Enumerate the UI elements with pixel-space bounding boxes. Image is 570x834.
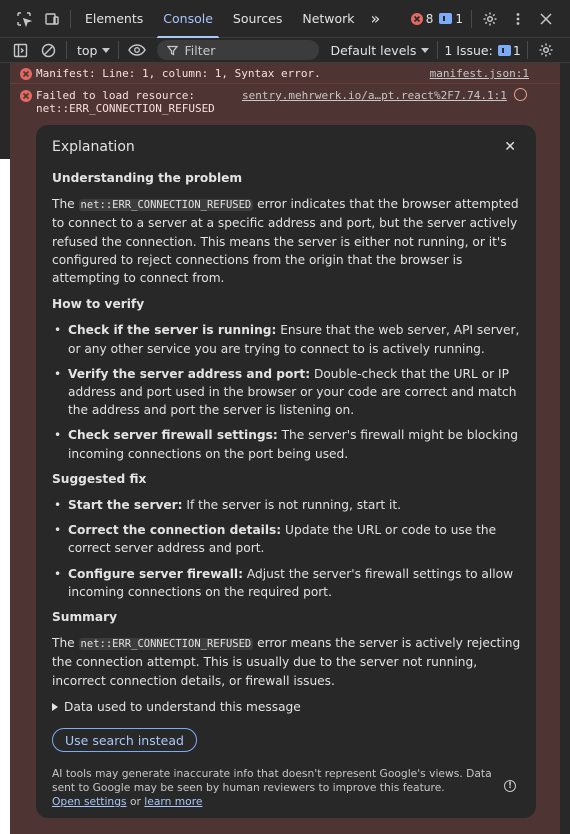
more-tabs-icon: »	[370, 9, 381, 28]
close-icon[interactable]: ✕	[504, 139, 516, 155]
tab-network[interactable]	[292, 0, 364, 38]
list-item-title: Start the server:	[68, 498, 183, 513]
list-item	[52, 426, 522, 462]
card-title: Explanation	[52, 139, 135, 155]
issue-message-icon	[498, 45, 511, 56]
list-item	[52, 365, 522, 420]
text: The	[52, 197, 79, 212]
divider	[66, 41, 67, 59]
console-toolbar	[0, 38, 570, 63]
log-levels-dropdown[interactable]	[330, 43, 429, 58]
disclaimer-text: AI tools may generate inaccurate info that doesn't represent Google's views. Data sent to Google may be seen by human reviewers to improve this feature.	[52, 767, 492, 794]
list-item-title: Check if the server is running:	[68, 323, 277, 338]
learn-more-link[interactable]: learn more	[144, 795, 203, 808]
console-message-text: Failed to load resource: net::ERR_CONNECTION_REFUSED	[36, 89, 215, 115]
list-item-text: Double-check that the URL or IP address and port used in the browser or your code are correct and match the address and port the server is listening on.	[68, 366, 517, 418]
ai-disclaimer	[52, 767, 492, 809]
error-count-badge[interactable]	[411, 12, 434, 26]
ai-insight-icon[interactable]	[514, 88, 527, 101]
message-count: 1	[455, 11, 463, 26]
clear-console-icon[interactable]	[34, 36, 62, 64]
list-item-title: Check server firewall settings:	[68, 428, 278, 443]
list-item-title: Configure server firewall:	[68, 566, 243, 581]
error-icon	[411, 13, 423, 25]
close-devtools-icon[interactable]	[532, 5, 560, 33]
tab-label: Sources	[232, 11, 283, 26]
console-error-row[interactable]	[10, 85, 560, 118]
fix-list	[52, 496, 522, 601]
filter-placeholder: Filter	[184, 42, 216, 58]
divider	[471, 10, 472, 28]
console-message-text: Manifest: Line: 1, column: 1, Syntax error.	[36, 67, 321, 80]
context-label: top	[77, 42, 98, 58]
filter-funnel-icon	[167, 45, 178, 56]
more-tabs-button[interactable]	[365, 0, 387, 38]
verify-list	[52, 321, 522, 462]
context-selector[interactable]	[77, 43, 110, 58]
paragraph	[52, 634, 522, 690]
devtools-tabbar	[0, 0, 570, 38]
list-item-text: If the server is not running, start it.	[182, 498, 402, 513]
explanation-card	[36, 125, 536, 818]
list-item-title: Correct the connection details:	[68, 523, 282, 538]
sidebar-toggle-icon[interactable]	[6, 36, 34, 64]
list-item	[52, 521, 522, 557]
message-count-badge[interactable]	[439, 12, 463, 26]
divider	[70, 10, 71, 28]
section-heading: Suggested fix	[52, 471, 147, 486]
text: error indicates that the browser attempted to connect to a server at a specific address and port, but the server actively refused the connection. This means the server is either not running, or it's configured to reject connections from the origin that the browser is attempting to connect from.	[52, 197, 519, 286]
paragraph	[52, 195, 522, 287]
text: error means the server is actively rejecting the connection attempt. This is usually due to the server not running, incorrect connection details, or firewall issues.	[52, 636, 521, 688]
inspect-element-icon[interactable]	[10, 5, 38, 33]
explanation-body	[52, 169, 522, 716]
error-icon	[20, 90, 32, 102]
filter-input[interactable]	[157, 40, 319, 60]
divider	[118, 41, 119, 59]
source-link[interactable]: manifest.json:1	[429, 67, 529, 80]
tab-label: Network	[302, 11, 355, 26]
console-settings-gear-icon[interactable]	[532, 36, 560, 64]
section-heading: Understanding the problem	[52, 171, 243, 185]
tab-label: Elements	[85, 11, 144, 26]
inline-code: net::ERR_CONNECTION_REFUSED	[80, 199, 252, 212]
section-heading: Summary	[52, 610, 118, 625]
tab-console[interactable]	[153, 0, 223, 38]
list-item-text: Update the URL or code to use the correct server address and port.	[68, 523, 497, 556]
list-item	[52, 565, 522, 601]
message-icon	[439, 13, 452, 24]
list-item	[52, 321, 522, 357]
tab-label: Console	[163, 11, 213, 26]
settings-gear-icon[interactable]	[476, 5, 504, 33]
console-error-row[interactable]	[10, 63, 560, 84]
list-item	[52, 496, 522, 514]
open-settings-link[interactable]: Open settings	[52, 795, 127, 808]
disclosure-label: Data used to understand this message	[64, 699, 301, 714]
error-count: 8	[425, 11, 434, 26]
device-toolbar-icon[interactable]	[38, 5, 66, 33]
list-item-title: Verify the server address and port:	[68, 366, 311, 381]
list-item-text: Ensure that the web server, API server, or any other service you are trying to connect to is actively running.	[68, 323, 520, 356]
issues-label: 1 Issue:	[444, 42, 493, 58]
text: The	[52, 636, 79, 651]
tab-elements[interactable]	[75, 0, 153, 38]
triangle-right-icon	[52, 703, 58, 711]
issues-count: 1	[512, 42, 521, 58]
tab-sources[interactable]	[223, 0, 292, 38]
list-item-text: The server's firewall might be blocking incoming connections on the port being used.	[68, 428, 518, 461]
error-icon	[20, 68, 32, 80]
inline-code: net::ERR_CONNECTION_REFUSED	[80, 638, 252, 651]
chevron-down-icon	[102, 48, 110, 53]
section-heading: How to verify	[52, 297, 145, 312]
text: or	[126, 795, 145, 808]
info-icon[interactable]: !	[504, 780, 516, 792]
list-item-text: Adjust the server's firewall settings to allow incoming connections on the required port.	[68, 566, 514, 599]
more-options-icon[interactable]	[504, 5, 532, 33]
page-edge-white	[0, 159, 10, 834]
live-expression-eye-icon[interactable]	[123, 36, 151, 64]
page-edge	[0, 63, 10, 834]
log-levels-label: Default levels	[330, 42, 417, 58]
chevron-down-icon	[421, 48, 429, 53]
source-link[interactable]: sentry.mehrwerk.io/a…pt.react%2F7.74.1:1	[242, 89, 507, 102]
use-search-button[interactable]: Use search instead	[52, 728, 197, 752]
divider	[437, 41, 438, 59]
divider	[527, 41, 528, 59]
issues-button[interactable]	[444, 43, 520, 58]
data-used-disclosure[interactable]	[52, 698, 522, 716]
